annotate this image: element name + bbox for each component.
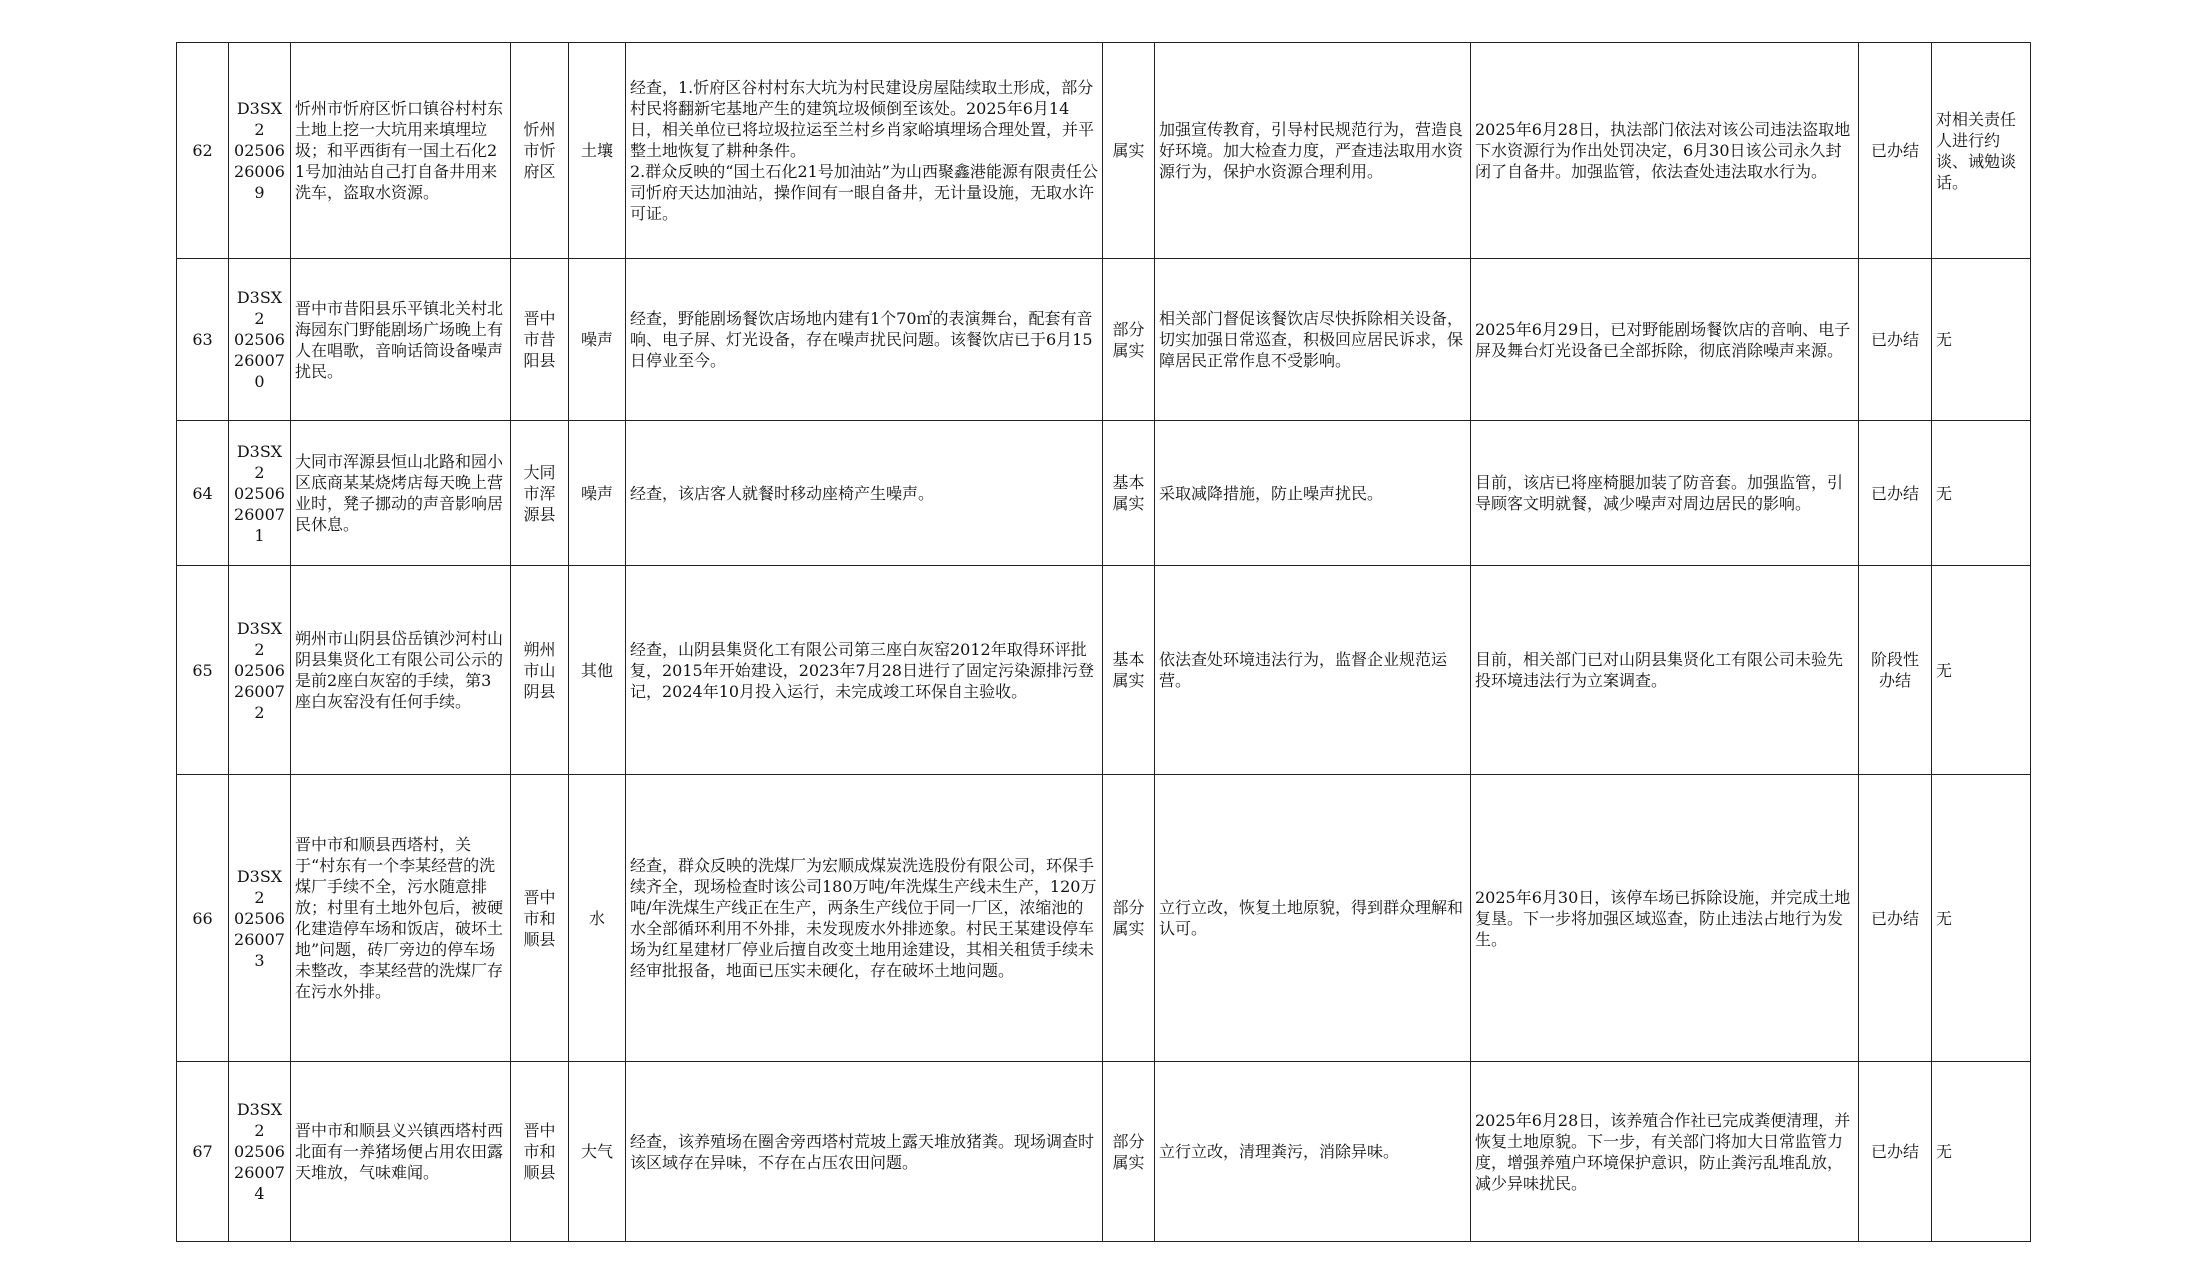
verification-line: 属实	[1112, 1152, 1145, 1172]
investigation-para	[630, 77, 1098, 224]
completion-status	[1859, 259, 1932, 421]
area-line: 市昔	[523, 330, 556, 349]
status-line: 办结	[1878, 671, 1911, 690]
administrative-area	[511, 43, 569, 259]
area-line: 阳县	[523, 351, 556, 370]
verification-line: 基本	[1112, 473, 1145, 492]
complaint-content: 忻州市忻府区忻口镇谷村村东土地上挖一大坑用来填埋垃圾；和平西街有一国土石化21号加油站自己打自备井用来洗车，盗取水资源。	[291, 43, 511, 259]
case-code	[229, 421, 291, 566]
case-code-line: 26006	[234, 162, 285, 181]
case-code-line: D3SX2	[236, 441, 283, 482]
case-code-line: 26007	[234, 504, 285, 524]
investigation-paragraph: 经查，1.忻府区谷村村东大坑为村民建设房屋陆续取土形成，部分村民将翻新宅基地产生的建筑垃圾倾倒至该处。2025年6月14日，相关单位已将垃圾拉运至兰村乡肖家峪填埋场合理处置，并平整土地恢复了耕种条件。	[630, 78, 1095, 160]
case-code-line: 26007	[234, 681, 285, 701]
completion-status	[1859, 421, 1932, 566]
investigation-text	[626, 43, 1103, 259]
measures-text: 立行立改，恢复土地原貌，得到群众理解和认可。	[1155, 775, 1471, 1062]
case-code-line: 02506	[234, 141, 285, 160]
case-code-line: 9	[254, 183, 265, 202]
accountability-text: 无	[1932, 1062, 2031, 1242]
completion-status	[1859, 1062, 1932, 1242]
pollution-type: 噪声	[569, 259, 626, 421]
status-line: 阶段性	[1870, 650, 1919, 669]
area-line: 阴县	[523, 681, 556, 701]
row-number: 64	[177, 421, 229, 566]
result-text: 2025年6月28日，执法部门依法对该公司违法盗取地下水资源行为作出处罚决定，6月30日该公司永久封闭了自备井。加强监管，依法查处违法取水行为。	[1471, 43, 1859, 259]
case-code-line: 26007	[234, 929, 285, 949]
pollution-type: 其他	[569, 566, 626, 775]
complaint-content: 晋中市和顺县义兴镇西塔村西北面有一养猪场便占用农田露天堆放，气味难闻。	[291, 1062, 511, 1242]
area-line: 源县	[523, 504, 556, 524]
area-line: 晋中	[523, 1121, 556, 1140]
case-code-line: 26007	[234, 1163, 285, 1182]
area-line: 晋中	[523, 309, 556, 328]
case-code-line: 4	[254, 1184, 265, 1203]
complaint-content: 晋中市昔阳县乐平镇北关村北海园东门野能剧场广场晚上有人在唱歌，音响话筒设备噪声扰民。	[291, 259, 511, 421]
investigation-text: 经查，群众反映的洗煤厂为宏顺成煤炭洗选股份有限公司，环保手续齐全，现场检查时该公司180万吨/年洗煤生产线未生产，120万吨/年洗煤生产线正在生产，两条生产线位于同一厂区，浓缩池的水全部循环利用不外排，未发现废水外排迹象。村民王某建设停车场为红星建材厂停业后擅自改变土地用途建设，其相关租赁手续未经审批报备，地面已压实未硬化，存在破坏土地问题。	[626, 775, 1103, 1062]
administrative-area	[511, 421, 569, 566]
status-line: 已办结	[1870, 908, 1919, 928]
investigation-text: 经查，野能剧场餐饮店场地内建有1个70㎡的表演舞台，配套有音响、电子屏、灯光设备，存在噪声扰民问题。该餐饮店已于6月15日停业至今。	[626, 259, 1103, 421]
accountability-text: 无	[1932, 775, 2031, 1062]
case-code-line: 02506	[234, 483, 285, 503]
pollution-type: 土壤	[569, 43, 626, 259]
area-line: 市忻	[523, 141, 556, 160]
case-code-line: 02506	[234, 1142, 285, 1161]
case-code	[229, 43, 291, 259]
area-line: 朔州	[523, 639, 556, 659]
area-line: 晋中	[523, 887, 556, 907]
case-code-line: 1	[254, 525, 265, 545]
complaint-content: 大同市浑源县恒山北路和园小区底商某某烧烤店每天晚上营业时，凳子挪动的声音影响居民休息。	[291, 421, 511, 566]
case-code-line: D3SX2	[236, 99, 283, 139]
verification-line: 属实	[1112, 141, 1145, 160]
case-code-line: 3	[254, 950, 265, 970]
accountability-text: 无	[1932, 259, 2031, 421]
area-line: 府区	[523, 162, 556, 181]
result-text: 目前，相关部门已对山阴县集贤化工有限公司未验先投环境违法行为立案调查。	[1471, 566, 1859, 775]
verification-line: 部分	[1112, 898, 1145, 917]
completion-status	[1859, 775, 1932, 1062]
row-number: 62	[177, 43, 229, 259]
result-text: 2025年6月29日，已对野能剧场餐饮店的音响、电子屏及舞台灯光设备已全部拆除，彻底消除噪声来源。	[1471, 259, 1859, 421]
verification-line: 属实	[1112, 671, 1145, 690]
measures-text: 采取减降措施，防止噪声扰民。	[1155, 421, 1471, 566]
result-text: 2025年6月28日，该养殖合作社已完成粪便清理，并恢复土地原貌。下一步，有关部门将加大日常监管力度，增强养殖户环境保护意识，防止粪污乱堆乱放，减少异味扰民。	[1471, 1062, 1859, 1242]
administrative-area	[511, 775, 569, 1062]
investigation-text: 经查，该店客人就餐时移动座椅产生噪声。	[626, 421, 1103, 566]
accountability-text: 无	[1932, 566, 2031, 775]
case-code	[229, 259, 291, 421]
area-line: 市和	[523, 1142, 556, 1161]
case-code-line: 02506	[234, 908, 285, 928]
complaint-table	[176, 42, 2031, 1242]
investigation-text: 经查，山阴县集贤化工有限公司第三座白灰窑2012年取得环评批复，2015年开始建设，2023年7月28日进行了固定污染源排污登记，2024年10月投入运行，未完成竣工环保自主验收。	[626, 566, 1103, 775]
table-body	[177, 43, 2031, 1242]
report-sheet	[176, 42, 2031, 1242]
status-line: 已办结	[1870, 1142, 1919, 1161]
verification-line: 基本	[1112, 650, 1145, 669]
investigation-text: 经查，该养殖场在圈舍旁西塔村荒坡上露天堆放猪粪。现场调查时该区域存在异味，不存在占压农田问题。	[626, 1062, 1103, 1242]
case-code-line: D3SX2	[236, 1100, 283, 1140]
measures-text: 加强宣传教育，引导村民规范行为，营造良好环境。加大检查力度，严查违法取用水资源行为，保护水资源合理利用。	[1155, 43, 1471, 259]
area-line: 市和	[523, 908, 556, 928]
pollution-type: 大气	[569, 1062, 626, 1242]
area-line: 顺县	[523, 929, 556, 949]
complaint-content: 晋中市和顺县西塔村，关于“村东有一个李某经营的洗煤厂手续不全，污水随意排放；村里有土地外包后，被硬化建造停车场和饭店，破坏土地”问题，砖厂旁边的停车场未整改，李某经营的洗煤厂存在污水外排。	[291, 775, 511, 1062]
verification-line: 属实	[1112, 919, 1145, 938]
verification-status	[1103, 43, 1155, 259]
verification-status	[1103, 566, 1155, 775]
result-text: 2025年6月30日，该停车场已拆除设施，并完成土地复垦。下一步将加强区域巡查，防止违法占地行为发生。	[1471, 775, 1859, 1062]
case-code-line: 26007	[234, 351, 285, 370]
pollution-type: 水	[569, 775, 626, 1062]
verification-line: 部分	[1112, 319, 1145, 339]
accountability-text: 无	[1932, 421, 2031, 566]
verification-status	[1103, 775, 1155, 1062]
row-number: 63	[177, 259, 229, 421]
row-number: 67	[177, 1062, 229, 1242]
table-row	[177, 566, 2031, 775]
measures-text: 依法查处环境违法行为，监督企业规范运营。	[1155, 566, 1471, 775]
table-row	[177, 775, 2031, 1062]
result-text: 目前，该店已将座椅腿加装了防音套。加强监管，引导顾客文明就餐，减少噪声对周边居民的影响。	[1471, 421, 1859, 566]
verification-line: 部分	[1112, 1131, 1145, 1151]
complaint-content: 朔州市山阴县岱岳镇沙河村山阴县集贤化工有限公司公示的是前2座白灰窑的手续，第3座白灰窑没有任何手续。	[291, 566, 511, 775]
verification-status	[1103, 421, 1155, 566]
area-line: 顺县	[523, 1163, 556, 1182]
case-code-line: 2	[254, 702, 265, 722]
case-code	[229, 1062, 291, 1242]
case-code-line: 02506	[234, 660, 285, 680]
administrative-area	[511, 566, 569, 775]
row-number: 66	[177, 775, 229, 1062]
status-line: 已办结	[1870, 483, 1919, 503]
administrative-area	[511, 1062, 569, 1242]
area-line: 市山	[523, 660, 556, 680]
table-row	[177, 421, 2031, 566]
table-row	[177, 1062, 2031, 1242]
row-number: 65	[177, 566, 229, 775]
verification-line: 属实	[1112, 340, 1145, 360]
table-row	[177, 43, 2031, 259]
area-line: 忻州	[523, 120, 556, 139]
measures-text: 相关部门督促该餐饮店尽快拆除相关设备，切实加强日常巡查，积极回应居民诉求，保障居民正常作息不受影响。	[1155, 259, 1471, 421]
status-line: 已办结	[1870, 141, 1919, 160]
case-code-line: D3SX2	[236, 866, 283, 907]
case-code-line: 0	[254, 372, 265, 391]
verification-line: 属实	[1112, 494, 1145, 513]
case-code-line: 02506	[234, 330, 285, 349]
investigation-paragraph: 2.群众反映的“国土石化21号加油站”为山西聚鑫港能源有限责任公司忻府天达加油站，操作间有一眼自备井，无计量设施，无取水许可证。	[630, 162, 1098, 223]
case-code-line: D3SX2	[236, 618, 283, 659]
administrative-area	[511, 259, 569, 421]
case-code-line: D3SX2	[236, 288, 283, 328]
table-row	[177, 259, 2031, 421]
pollution-type: 噪声	[569, 421, 626, 566]
status-line: 已办结	[1870, 330, 1919, 349]
verification-status	[1103, 259, 1155, 421]
area-line: 大同	[523, 462, 556, 482]
completion-status	[1859, 566, 1932, 775]
accountability-text: 对相关责任人进行约谈、诫勉谈话。	[1932, 43, 2031, 259]
measures-text: 立行立改，清理粪污，消除异味。	[1155, 1062, 1471, 1242]
verification-status	[1103, 1062, 1155, 1242]
case-code	[229, 566, 291, 775]
case-code	[229, 775, 291, 1062]
completion-status	[1859, 43, 1932, 259]
area-line: 市浑	[523, 483, 556, 503]
